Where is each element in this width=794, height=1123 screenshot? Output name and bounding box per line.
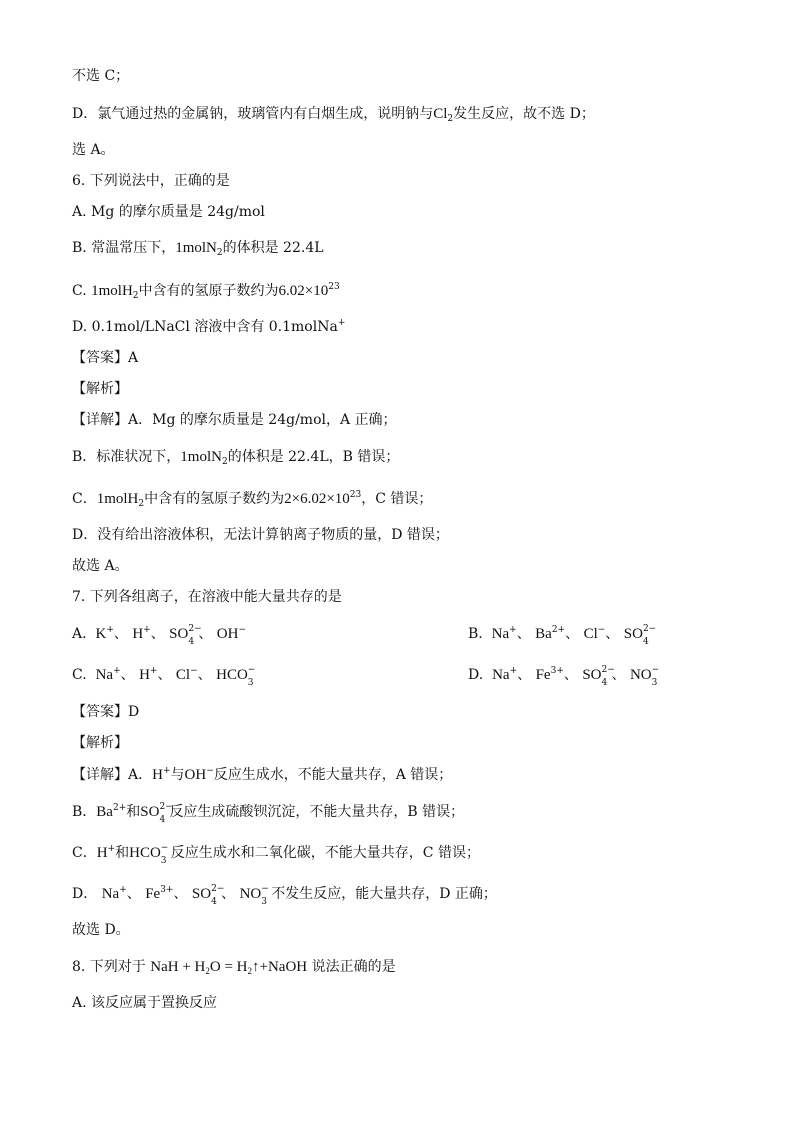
- text: B．标准状况下，: [72, 449, 181, 465]
- superscript: +: [337, 318, 346, 328]
- charge: −: [206, 766, 214, 776]
- text: 【详解】A．Mg 的摩尔质量是 24g/mol，A 正确；: [72, 412, 397, 428]
- text: C．: [72, 491, 97, 507]
- charge: −: [651, 665, 660, 675]
- text: 说法正确的是: [311, 959, 396, 975]
- separator: 、: [565, 626, 580, 642]
- ion-h: H: [96, 845, 108, 861]
- q6-analysis: [72, 379, 128, 399]
- superscript: 23: [349, 490, 362, 500]
- ion-k: K: [95, 626, 107, 642]
- ion-so4: SO: [623, 626, 643, 642]
- q7-options-row-2: [72, 665, 722, 688]
- chem: 1molH: [96, 491, 139, 507]
- q6-explain-d: [72, 525, 449, 545]
- number: 2×6.02×10: [284, 491, 350, 507]
- separator: 、: [516, 626, 531, 642]
- separator: 、: [221, 886, 236, 902]
- charge: 3+: [550, 666, 564, 676]
- charge: +: [162, 766, 171, 776]
- charge: +: [107, 844, 116, 854]
- charge: 2−: [159, 802, 173, 812]
- text: 8. 下列对于: [72, 959, 146, 975]
- ion-no3: NO: [239, 886, 262, 902]
- ion-na: Na: [491, 626, 510, 642]
- q6-option-b: [72, 238, 324, 258]
- charge: 2+: [551, 625, 566, 635]
- subscript: 4: [159, 815, 166, 825]
- charge-subscript: [160, 843, 171, 866]
- q6-answer: [72, 348, 138, 368]
- q8-equation: [150, 959, 307, 975]
- subscript: 3: [247, 678, 254, 688]
- charge-subscript: [247, 665, 258, 688]
- text: 的体积是 22.4L: [222, 240, 324, 256]
- ion-fe: Fe: [145, 886, 161, 902]
- subscript: 2: [138, 499, 145, 509]
- gas-arrow-icon: ↑: [252, 959, 260, 975]
- charge-subscript: [188, 624, 202, 647]
- separator: 、: [563, 667, 578, 683]
- q6-choose: [72, 556, 129, 576]
- q7-option-b: [468, 624, 657, 647]
- q7-explain-b: [72, 802, 465, 825]
- text: 不发生反应，能大量共存，D 正确；: [271, 886, 497, 902]
- subscript: 2: [221, 457, 228, 467]
- separator: 、: [517, 667, 532, 683]
- text: 选 A。: [72, 142, 115, 158]
- separator: 、: [605, 626, 620, 642]
- separator: 、: [126, 886, 141, 902]
- equation-part: O = H: [209, 959, 248, 975]
- text: 不选 C；: [72, 68, 130, 84]
- charge-subscript: [601, 665, 615, 688]
- q6-option-c: [72, 281, 340, 301]
- q6-option-d: [72, 317, 345, 337]
- separator: 、: [611, 667, 626, 683]
- charge: +: [509, 666, 518, 676]
- subscript: 4: [601, 678, 608, 688]
- q6-explain-c: [72, 489, 432, 509]
- prev-line-1: [72, 66, 129, 86]
- text: 反应生成水和二氧化碳，不能大量共存，C 错误；: [170, 845, 480, 861]
- text: ，C 错误；: [361, 491, 433, 507]
- q7-stem: [72, 587, 342, 607]
- q8-stem: [72, 957, 396, 977]
- subscript: 2: [216, 248, 223, 258]
- ion-so4: SO: [582, 667, 602, 683]
- ion-so4: SO: [169, 626, 189, 642]
- charge-subscript: [651, 665, 662, 688]
- text: 反应生成水，不能大量共存，A 错误；: [213, 767, 453, 783]
- subscript: 2: [205, 966, 210, 976]
- separator: 、: [198, 626, 213, 642]
- text: 中含有的氢原子数约为: [138, 283, 279, 299]
- text: 故选 A。: [72, 558, 129, 574]
- text: A. 该反应属于置换反应: [72, 995, 218, 1011]
- ion-hco3: HCO: [216, 667, 248, 683]
- ion-no3: NO: [629, 667, 652, 683]
- q7-option-a: [72, 624, 247, 647]
- separator: 、: [173, 886, 188, 902]
- ion-so4: SO: [140, 804, 160, 820]
- charge-subscript: [159, 802, 173, 825]
- charge-subscript: [261, 884, 271, 907]
- separator: 、: [120, 667, 135, 683]
- q6-explain-b: [72, 447, 399, 467]
- q7-explain-d: [72, 884, 497, 907]
- charge-subscript: [642, 624, 657, 647]
- text: 【解析】: [72, 735, 128, 751]
- text: 【答案】A: [72, 350, 139, 366]
- text: B．: [72, 804, 97, 820]
- text: D．没有给出溶液体积，无法计算钠离子物质的量，D 错误；: [72, 527, 449, 543]
- charge: +: [113, 666, 121, 676]
- text: 6. 下列说法中，正确的是: [72, 173, 230, 189]
- subscript: 3: [261, 897, 267, 907]
- subscript: 3: [160, 856, 167, 866]
- q7-choose: [72, 920, 130, 940]
- ion-cl: Cl: [175, 667, 191, 683]
- text: 中含有的氢原子数约为: [144, 491, 285, 507]
- text: C.: [72, 283, 92, 299]
- charge: −: [238, 625, 247, 635]
- charge: +: [149, 666, 158, 676]
- q7-option-d: [468, 665, 662, 688]
- charge: −: [160, 843, 169, 853]
- q7-analysis: [72, 733, 128, 753]
- ion-ba: Ba: [96, 804, 113, 820]
- charge: 2−: [188, 624, 202, 634]
- subscript: 4: [642, 637, 649, 647]
- ion-fe: Fe: [535, 667, 551, 683]
- q7-explain-a: [72, 765, 452, 785]
- equation-part: NaH + H: [150, 959, 206, 975]
- subscript: 2: [132, 291, 139, 301]
- charge: −: [597, 625, 606, 635]
- text: 7. 下列各组离子，在溶液中能大量共存的是: [72, 589, 342, 605]
- chem: 1molN: [180, 449, 222, 465]
- charge: −: [247, 665, 256, 675]
- number: 6.02×10: [278, 283, 329, 299]
- text: C．: [72, 845, 97, 861]
- separator: 、: [150, 626, 165, 642]
- equation-part: +NaOH: [259, 959, 308, 975]
- chem: 1molN: [175, 240, 217, 256]
- text: A. Mg 的摩尔质量是 24g/mol: [72, 204, 265, 220]
- charge: −: [190, 666, 198, 676]
- charge: +: [143, 625, 151, 635]
- charge: 2−: [642, 624, 657, 634]
- text: 【解析】: [72, 381, 128, 397]
- ion-na: Na: [95, 667, 114, 683]
- text: 的体积是 22.4L，B 错误；: [227, 449, 400, 465]
- option-label: A.: [72, 626, 87, 642]
- option-label: C.: [72, 667, 87, 683]
- prev-choose: [72, 140, 115, 160]
- q7-explain-c: [72, 843, 480, 866]
- ion-oh: OH: [184, 767, 207, 783]
- ion-h: H: [139, 667, 150, 683]
- q7-options-row-1: [72, 624, 722, 647]
- text: B. 常温常压下，: [72, 240, 176, 256]
- ion-na: Na: [492, 667, 510, 683]
- text: 与: [170, 767, 185, 783]
- charge: 2−: [601, 665, 615, 675]
- charge: 3+: [160, 885, 174, 895]
- charge: +: [106, 625, 114, 635]
- subscript: 2: [447, 114, 454, 124]
- ion-ba: Ba: [535, 626, 552, 642]
- text: 和: [115, 845, 130, 861]
- q6-stem: [72, 171, 230, 191]
- subscript: 4: [211, 897, 217, 907]
- text: 故选 D。: [72, 922, 130, 938]
- charge-subscript: [211, 884, 225, 907]
- charge: +: [509, 625, 517, 635]
- q6-explain-a: [72, 410, 397, 430]
- option-label: B.: [468, 626, 483, 642]
- text: D. 0.1mol/LNaCl 溶液中含有 0.1molNa: [72, 319, 338, 335]
- q6-option-a: [72, 202, 265, 222]
- chem: 1molH: [91, 283, 133, 299]
- text: 反应生成硫酸钡沉淀，不能大量共存，B 错误；: [169, 804, 465, 820]
- subscript: 4: [188, 637, 195, 647]
- separator: 、: [197, 667, 212, 683]
- charge: −: [261, 884, 269, 894]
- separator: 、: [113, 626, 128, 642]
- q7-option-c: [72, 665, 258, 688]
- charge: 2−: [211, 884, 225, 894]
- separator: 、: [157, 667, 172, 683]
- ion-cl: Cl: [583, 626, 598, 642]
- ion-na: Na: [101, 886, 120, 902]
- subscript: 2: [247, 966, 253, 976]
- charge: 2+: [112, 803, 127, 813]
- chem-cl: Cl: [433, 106, 448, 122]
- option-label: D.: [468, 667, 484, 683]
- superscript: 23: [328, 282, 340, 292]
- charge: +: [119, 885, 127, 895]
- text: 【详解】A．: [72, 767, 153, 783]
- q7-answer: [72, 702, 139, 722]
- ion-h: H: [132, 626, 144, 642]
- text: D．: [72, 886, 98, 902]
- ion-h: H: [152, 767, 163, 783]
- text: 【答案】D: [72, 704, 140, 720]
- ion-hco3: HCO: [129, 845, 161, 861]
- q8-option-a: [72, 993, 217, 1013]
- text: 和: [126, 804, 141, 820]
- ion-so4: SO: [191, 886, 212, 902]
- text: D．氯气通过热的金属钠，玻璃管内有白烟生成，说明钠与: [72, 106, 434, 122]
- prev-line-d: [72, 104, 595, 124]
- ion-oh: OH: [216, 626, 239, 642]
- subscript: 3: [651, 678, 658, 688]
- text: 发生反应，故不选 D；: [453, 106, 595, 122]
